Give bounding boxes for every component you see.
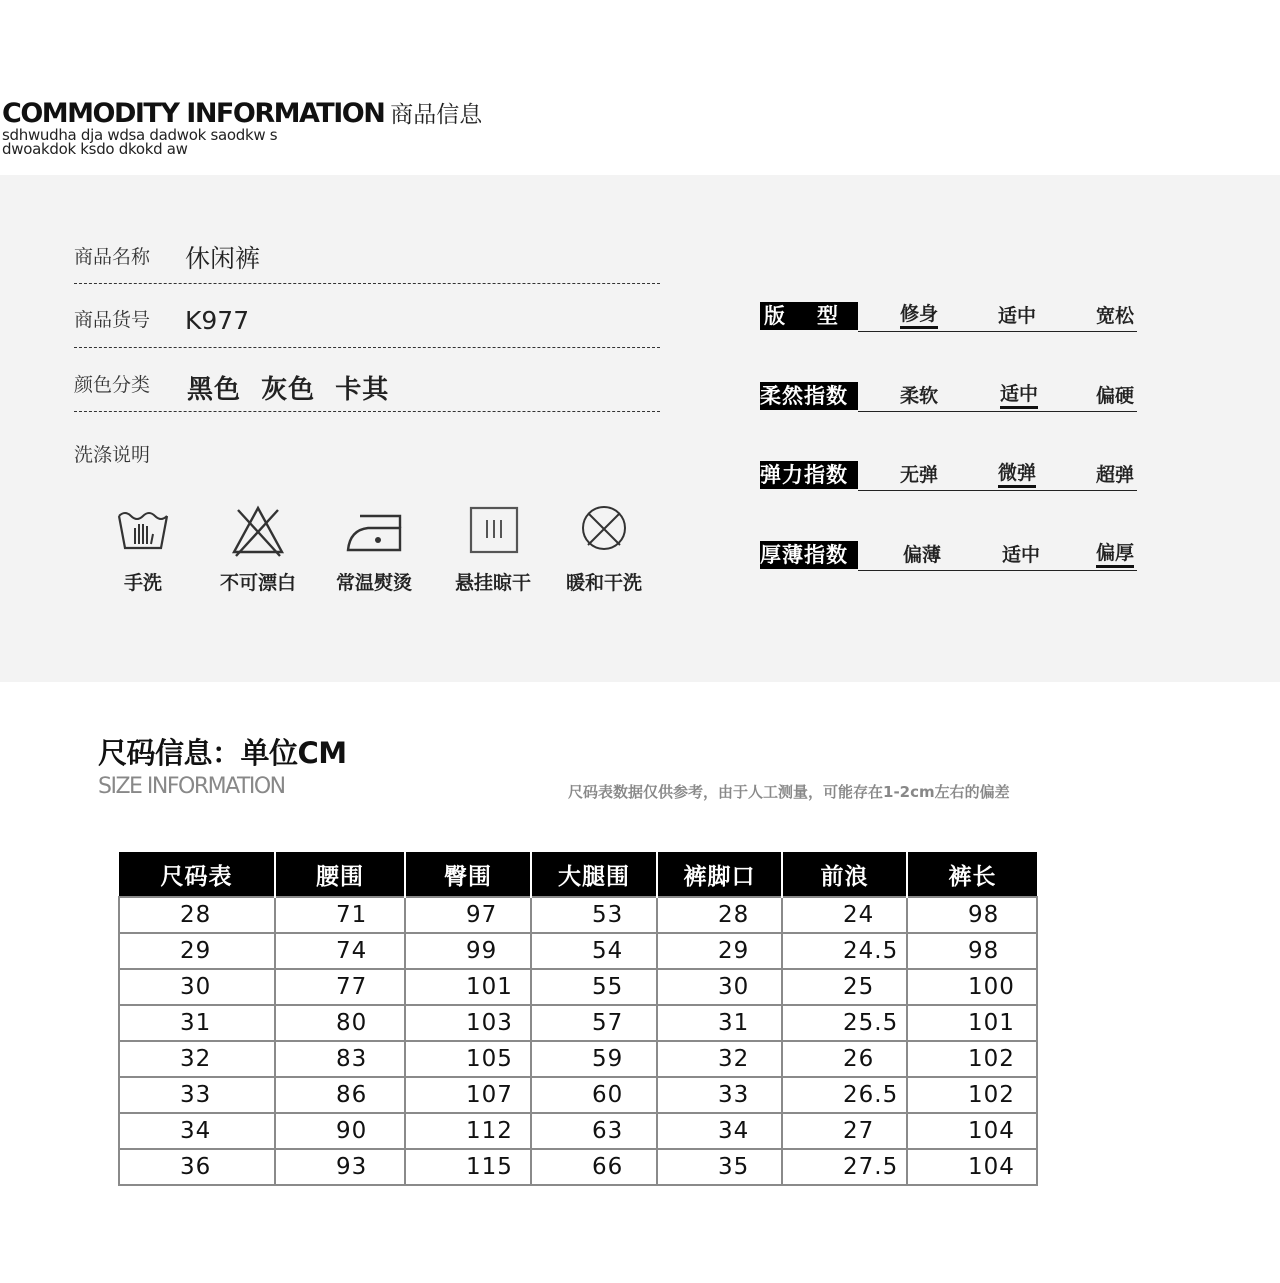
table-cell: 25.5 bbox=[782, 1005, 907, 1041]
wash-item-label: 不可漂白 bbox=[219, 572, 296, 594]
size-info-subtitle: SIZE INFORMATION bbox=[98, 774, 285, 799]
table-cell: 31 bbox=[657, 1005, 782, 1041]
size-info-note: 尺码表数据仅供参考，由于人工测量，可能存在1-2cm左右的偏差 bbox=[568, 783, 1010, 801]
index-line bbox=[858, 411, 1137, 412]
table-cell: 29 bbox=[119, 933, 275, 969]
thickness-index-tag: 厚薄指数 bbox=[760, 541, 858, 569]
softness-index bbox=[760, 382, 1137, 412]
table-cell: 80 bbox=[275, 1005, 405, 1041]
table-cell: 71 bbox=[275, 897, 405, 933]
header-subtitle bbox=[2, 128, 277, 156]
table-row bbox=[119, 969, 1037, 1005]
page-title bbox=[2, 96, 482, 129]
code-value: K977 bbox=[185, 306, 250, 335]
table-cell: 34 bbox=[119, 1113, 275, 1149]
table-cell: 25 bbox=[782, 969, 907, 1005]
thickness-option: 偏薄 bbox=[903, 544, 942, 566]
table-cell: 102 bbox=[907, 1041, 1037, 1077]
table-row bbox=[119, 1005, 1037, 1041]
index-line bbox=[858, 570, 1137, 571]
divider bbox=[74, 347, 660, 348]
softness-option: 偏硬 bbox=[1096, 385, 1135, 407]
table-cell: 36 bbox=[119, 1149, 275, 1185]
wash-item-label: 手洗 bbox=[123, 572, 162, 594]
wash-item-label: 常温熨烫 bbox=[335, 572, 412, 594]
table-row bbox=[119, 1149, 1037, 1185]
column-header: 臀围 bbox=[405, 852, 531, 897]
divider bbox=[74, 283, 660, 284]
table-cell: 86 bbox=[275, 1077, 405, 1113]
code-label: 商品货号 bbox=[74, 309, 151, 331]
table-cell: 28 bbox=[119, 897, 275, 933]
table-cell: 35 bbox=[657, 1149, 782, 1185]
fit-index-tag bbox=[760, 302, 870, 330]
table-cell: 30 bbox=[657, 969, 782, 1005]
softness-option: 适中 bbox=[1000, 382, 1038, 409]
fit-option: 修身 bbox=[900, 302, 938, 329]
wash-item bbox=[319, 504, 429, 595]
wash-item bbox=[438, 504, 548, 595]
table-cell: 26.5 bbox=[782, 1077, 907, 1113]
table-cell: 102 bbox=[907, 1077, 1037, 1113]
fit-index bbox=[760, 302, 1137, 332]
table-cell: 98 bbox=[907, 897, 1037, 933]
elasticity-index bbox=[760, 461, 1137, 491]
wash-item-label: 悬挂晾干 bbox=[454, 572, 531, 594]
table-cell: 83 bbox=[275, 1041, 405, 1077]
table-cell: 104 bbox=[907, 1113, 1037, 1149]
table-cell: 93 bbox=[275, 1149, 405, 1185]
table-cell: 53 bbox=[531, 897, 657, 933]
subtitle-line-1: sdhwudha dja wdsa dadwok saodkw s bbox=[2, 126, 278, 144]
softness-index-tag: 柔然指数 bbox=[760, 382, 858, 410]
softness-option: 柔软 bbox=[900, 385, 939, 407]
table-cell: 29 bbox=[657, 933, 782, 969]
table-cell: 66 bbox=[531, 1149, 657, 1185]
size-table bbox=[118, 852, 1038, 1186]
title-cn: 商品信息 bbox=[390, 102, 483, 128]
table-cell: 112 bbox=[405, 1113, 531, 1149]
table-cell: 105 bbox=[405, 1041, 531, 1077]
table-row bbox=[119, 933, 1037, 969]
wash-label: 洗涤说明 bbox=[74, 444, 151, 466]
table-cell: 24 bbox=[782, 897, 907, 933]
table-cell: 32 bbox=[657, 1041, 782, 1077]
column-header: 腰围 bbox=[275, 852, 405, 897]
table-cell: 59 bbox=[531, 1041, 657, 1077]
hand-wash-icon bbox=[113, 504, 173, 560]
table-row bbox=[119, 1041, 1037, 1077]
wash-item bbox=[203, 504, 313, 595]
color-label: 颜色分类 bbox=[74, 374, 151, 396]
table-cell: 104 bbox=[907, 1149, 1037, 1185]
table-cell: 57 bbox=[531, 1005, 657, 1041]
table-cell: 107 bbox=[405, 1077, 531, 1113]
wash-item bbox=[88, 504, 198, 595]
table-cell: 60 bbox=[531, 1077, 657, 1113]
iron-icon bbox=[344, 504, 404, 560]
hang-dry-icon bbox=[463, 504, 523, 560]
index-line bbox=[858, 331, 1137, 332]
elasticity-index-tag: 弹力指数 bbox=[760, 461, 858, 489]
no-bleach-icon bbox=[228, 504, 288, 560]
name-value: 休闲裤 bbox=[185, 244, 261, 273]
table-header-row bbox=[119, 852, 1037, 897]
table-cell: 24.5 bbox=[782, 933, 907, 969]
column-header: 裤长 bbox=[907, 852, 1037, 897]
thickness-index bbox=[760, 541, 1137, 571]
table-cell: 55 bbox=[531, 969, 657, 1005]
color-value: 黑色 灰色 卡其 bbox=[187, 375, 390, 405]
no-tumble-dry-icon bbox=[574, 504, 634, 560]
size-info-title: 尺码信息：单位CM bbox=[98, 736, 347, 770]
table-cell: 90 bbox=[275, 1113, 405, 1149]
name-label: 商品名称 bbox=[74, 246, 151, 268]
table-cell: 100 bbox=[907, 969, 1037, 1005]
index-line bbox=[858, 490, 1137, 491]
column-header: 尺码表 bbox=[119, 852, 275, 897]
wash-item-label: 暖和干洗 bbox=[565, 572, 642, 594]
table-cell: 99 bbox=[405, 933, 531, 969]
table-cell: 115 bbox=[405, 1149, 531, 1185]
table-cell: 33 bbox=[657, 1077, 782, 1113]
column-header: 裤脚口 bbox=[657, 852, 782, 897]
table-cell: 97 bbox=[405, 897, 531, 933]
table-cell: 101 bbox=[907, 1005, 1037, 1041]
elasticity-option: 无弹 bbox=[900, 464, 939, 486]
table-cell: 32 bbox=[119, 1041, 275, 1077]
table-cell: 74 bbox=[275, 933, 405, 969]
fit-index-tag-label: 版型 bbox=[764, 304, 870, 328]
table-cell: 98 bbox=[907, 933, 1037, 969]
thickness-option: 适中 bbox=[1002, 544, 1041, 566]
fit-option: 适中 bbox=[998, 305, 1037, 327]
table-cell: 30 bbox=[119, 969, 275, 1005]
table-cell: 77 bbox=[275, 969, 405, 1005]
table-row bbox=[119, 1077, 1037, 1113]
column-header: 前浪 bbox=[782, 852, 907, 897]
table-cell: 103 bbox=[405, 1005, 531, 1041]
table-cell: 26 bbox=[782, 1041, 907, 1077]
thickness-option: 偏厚 bbox=[1096, 541, 1134, 568]
table-cell: 63 bbox=[531, 1113, 657, 1149]
fit-option: 宽松 bbox=[1096, 305, 1135, 327]
column-header: 大腿围 bbox=[531, 852, 657, 897]
table-row bbox=[119, 897, 1037, 933]
table-row bbox=[119, 1113, 1037, 1149]
divider bbox=[74, 411, 660, 412]
title-en: COMMODITY INFORMATION bbox=[2, 98, 385, 129]
wash-item bbox=[549, 504, 659, 595]
table-cell: 31 bbox=[119, 1005, 275, 1041]
table-cell: 28 bbox=[657, 897, 782, 933]
table-cell: 27.5 bbox=[782, 1149, 907, 1185]
table-cell: 54 bbox=[531, 933, 657, 969]
subtitle-line-2: dwoakdok ksdo dkokd aw bbox=[2, 140, 188, 158]
elasticity-option: 微弹 bbox=[998, 461, 1036, 488]
table-cell: 27 bbox=[782, 1113, 907, 1149]
table-cell: 33 bbox=[119, 1077, 275, 1113]
table-cell: 101 bbox=[405, 969, 531, 1005]
table-cell: 34 bbox=[657, 1113, 782, 1149]
elasticity-option: 超弹 bbox=[1096, 464, 1135, 486]
